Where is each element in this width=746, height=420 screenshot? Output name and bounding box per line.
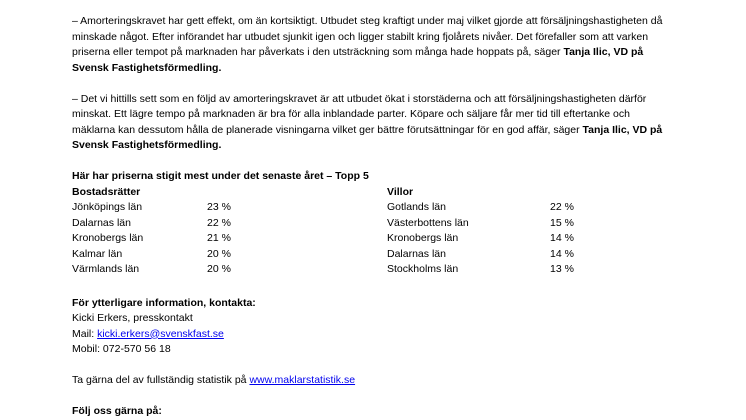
- contact-section: [72, 296, 672, 358]
- header-villor: Villor: [387, 185, 414, 198]
- contact-heading: För ytterligare information, kontakta:: [72, 296, 256, 309]
- table-row-region: Värmlands län: [72, 263, 140, 275]
- table-row-value: 14 %: [550, 247, 574, 260]
- table-row-region: Stockholms län: [387, 263, 459, 275]
- mail-link[interactable]: kicki.erkers@svenskfast.se: [97, 327, 224, 340]
- table-row-value: 20 %: [207, 247, 231, 260]
- table-row-region: Kronobergs län: [72, 232, 144, 244]
- follow-heading: Följ oss gärna på:: [72, 405, 162, 417]
- table-row-value: 20 %: [207, 263, 231, 275]
- table-row-value: 21 %: [207, 232, 231, 244]
- table-row-value: 13 %: [550, 263, 574, 275]
- speaker-name: Tanja Ilic, VD på Svensk Fastighetsförmedling.: [72, 46, 644, 74]
- table-row-value: 23 %: [207, 201, 231, 213]
- table-row-region: Västerbottens län: [387, 216, 469, 229]
- quote-paragraph-2: – Det vi hittills sett som en följd av amorteringskravet är att utbudet ökat i storstäderna och att försäljningshastigheten därför minskat. Ett lägre tempo på marknaden är bra för alla inblandade parter. Köpare och säljare får mer tid till eftertanke och mäklarna kan dessutom hålla de planerade visningarna vilket ger bättre förutsättningar för en god affär, säger Tanja Ilic, VD på Svensk Fastighetsförmedling.: [72, 92, 663, 151]
- contact-mobile: Mobil: 072-570 56 18: [72, 343, 171, 355]
- table-row-value: 22 %: [550, 201, 574, 213]
- stats-line: Ta gärna del av fullständig statistik på www.maklarstatistik.se: [72, 374, 356, 386]
- speaker-name: Tanja Ilic, VD på Svensk Fastighetsförmedling.: [72, 123, 663, 151]
- table-title: Här har priserna stigit mest under det senaste året – Topp 5: [72, 170, 369, 182]
- quote-paragraph-1: – Amorteringskravet har gett effekt, om än kortsiktigt. Utbudet steg kraftigt under maj vilket gjorde att försäljningshastigheten då minskade något. Efter införandet har utbudet sjunkit igen och ligger stabilt kring fjolårets nivåer. Det förefaller som att varken priserna eller tempot på marknaden har påverkats i den utsträckning som många hade hoppats på, säger Tanja Ilic, VD på Svensk Fastighetsförmedling.: [72, 15, 663, 74]
- table-row-region: Dalarnas län: [387, 247, 446, 260]
- table-row-value: 14 %: [550, 232, 574, 244]
- stats-link[interactable]: www.maklarstatistik.se: [249, 374, 356, 386]
- table-row-region: Dalarnas län: [72, 216, 131, 229]
- table-row-value: 22 %: [207, 216, 231, 229]
- document-page: [72, 14, 672, 420]
- table-row-region: Jönköpings län: [72, 201, 143, 213]
- contact-name: Kicki Erkers, presskontakt: [72, 312, 193, 324]
- price-increase-table: [72, 185, 672, 275]
- table-row-value: 15 %: [550, 216, 574, 229]
- table-row-region: Kronobergs län: [387, 232, 459, 244]
- table-row-region: Kalmar län: [72, 247, 123, 260]
- contact-mail: Mail: kicki.erkers@svenskfast.se: [72, 327, 224, 340]
- header-bostadsratter: Bostadsrätter: [72, 185, 141, 198]
- table-row-region: Gotlands län: [387, 201, 446, 213]
